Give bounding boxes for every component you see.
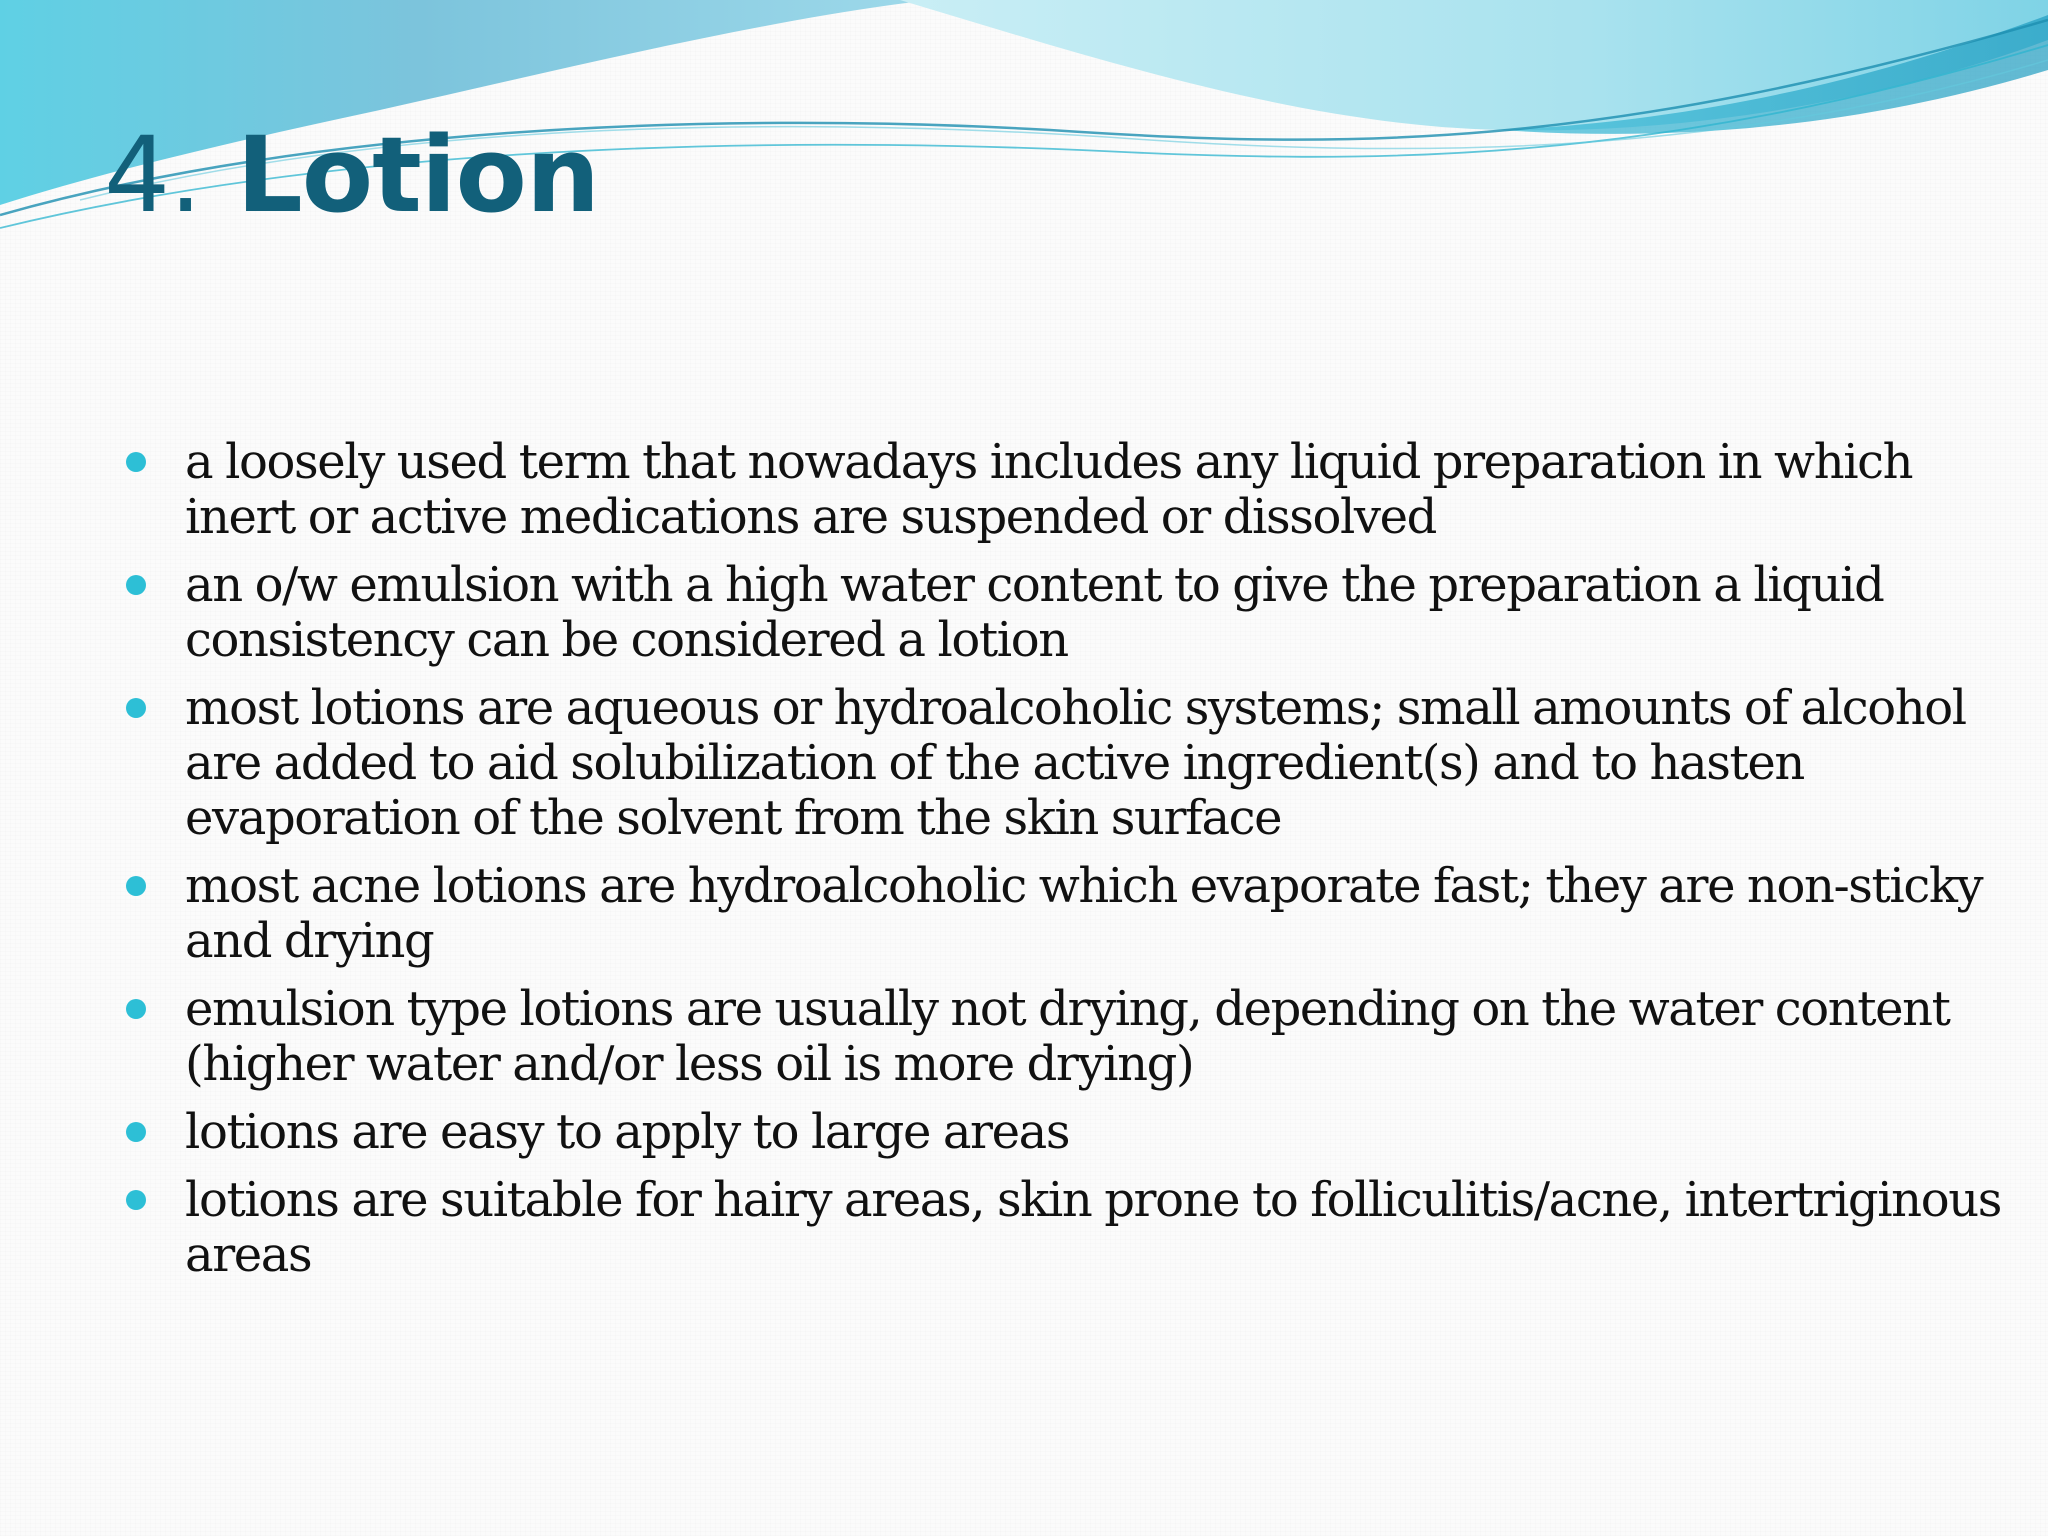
bullet-dot-icon — [126, 876, 146, 896]
bullet-text: an o/w emulsion with a high water content to give the preparation a liquid consistency can be considered a lotion — [185, 557, 1884, 668]
bullet-list — [126, 435, 2006, 1296]
bullet-dot-icon — [126, 1122, 146, 1142]
bullet-text: lotions are easy to apply to large areas — [185, 1104, 1070, 1160]
bullet-text: most lotions are aqueous or hydroalcoholic systems; small amounts of alcohol are added to aid solubilization of the active ingredient(s) and to hasten evaporation of the solvent from the skin surface — [185, 680, 1966, 846]
bullet-text: a loosely used term that nowadays includes any liquid preparation in which inert or active medications are suspended or dissolved — [185, 434, 1913, 545]
title-word: Lotion — [236, 114, 600, 236]
slide-title — [104, 114, 600, 236]
bullet-text: lotions are suitable for hairy areas, skin prone to folliculitis/acne, intertriginous areas — [185, 1172, 2001, 1283]
list-item — [126, 859, 2006, 969]
bullet-dot-icon — [126, 575, 146, 595]
bullet-text: most acne lotions are hydroalcoholic which evaporate fast; they are non-sticky and drying — [185, 858, 1983, 969]
bullet-text: emulsion type lotions are usually not drying, depending on the water content (higher water and/or less oil is more drying) — [185, 981, 1950, 1092]
list-item — [126, 1173, 2006, 1283]
bullet-dot-icon — [126, 999, 146, 1019]
list-item — [126, 435, 2006, 545]
list-item — [126, 982, 2006, 1092]
bullet-dot-icon — [126, 452, 146, 472]
list-item — [126, 558, 2006, 668]
title-number: 4. — [104, 114, 202, 236]
list-item — [126, 1105, 2006, 1160]
bullet-dot-icon — [126, 698, 146, 718]
list-item — [126, 681, 2006, 846]
bullet-dot-icon — [126, 1190, 146, 1210]
